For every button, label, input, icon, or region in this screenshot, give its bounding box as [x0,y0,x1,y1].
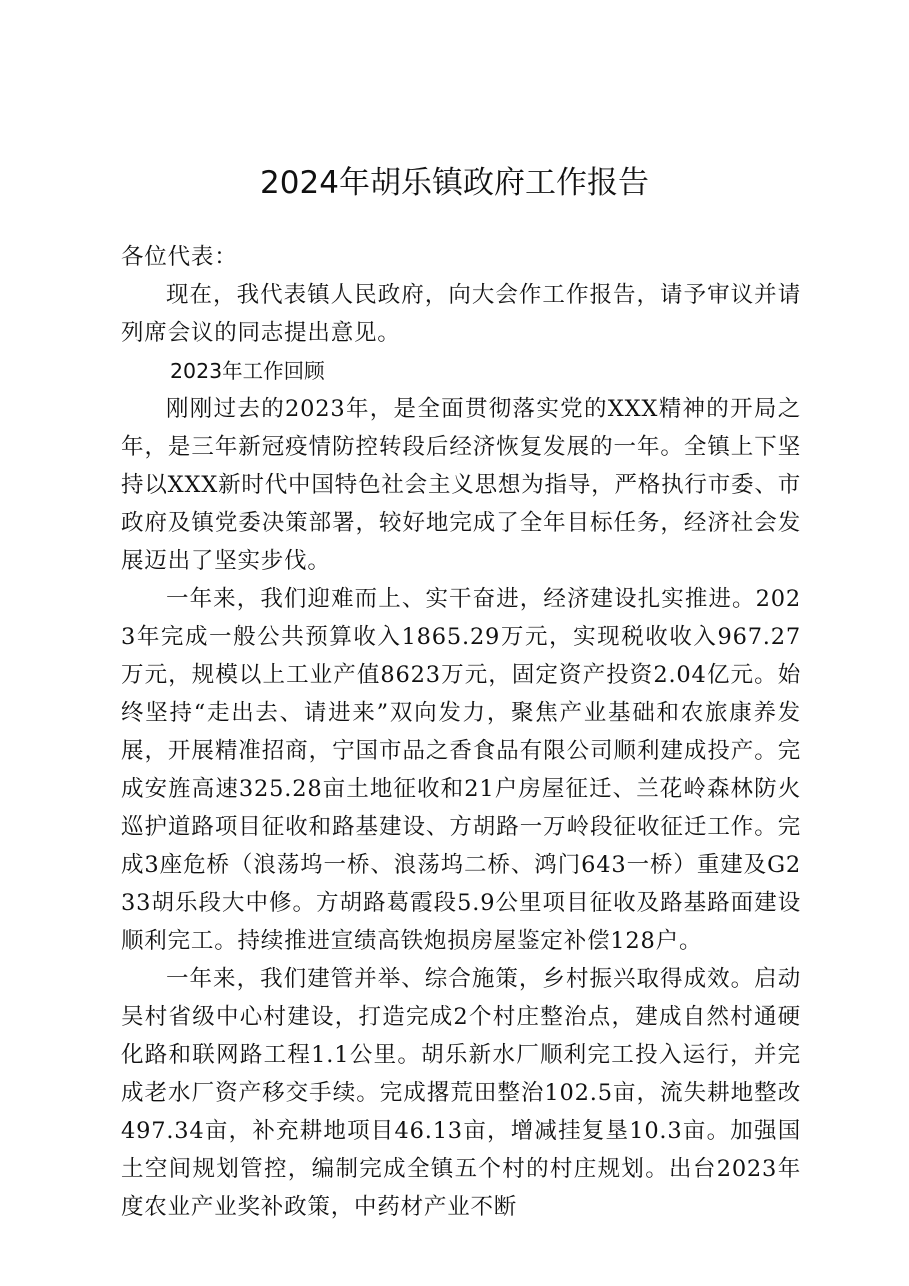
intro-paragraph: 现在，我代表镇人民政府，向大会作工作报告，请予审议并请列席会议的同志提出意见。 [121,282,801,346]
paragraph-review-overview: 刚刚过去的2023年，是全面贯彻落实党的XXX精神的开局之年，是三年新冠疫情防控转段后经济恢复发展的一年。全镇上下坚持以XXX新时代中国特色社会主义思想为指导，严格执行市委、市政府及镇党委决策部署，较好地完成了全年目标任务，经济社会发展迈出了坚实步伐。 [121,396,801,574]
paragraph-rural-revitalization: 一年来，我们建管并举、综合施策，乡村振兴取得成效。启动吴村省级中心村建设，打造完成2个村庄整治点，建成自然村通硬化路和联网路工程1.1公里。胡乐新水厂顺利完工投入运行，并完成老水厂资产移交手续。完成撂荒田整治102.5亩，流失耕地整改497.34亩，补充耕地项目46.13亩，增减挂复垦10.3亩。加强国土空间规划管控，编制完成全镇五个村的村庄规划。出台2023年度农业产业奖补政策，中药材产业不断 [121,966,801,1220]
section-heading: 2023年工作回顾 [170,359,325,383]
salutation: 各位代表： [121,244,238,270]
document-body [121,238,801,1226]
paragraph-economic-construction: 一年来，我们迎难而上、实干奋进，经济建设扎实推进。2023年完成一般公共预算收入1865.29万元，实现税收收入967.27万元，规模以上工业产值8623万元，固定资产投资2.04亿元。始终坚持“走出去、请进来”双向发力，聚焦产业基础和农旅康养发展，开展精准招商，宁国市品之香食品有限公司顺利建成投产。完成安旌高速325.28亩土地征收和21户房屋征迁、兰花岭森林防火巡护道路项目征收和路基建设、方胡路一万岭段征收征迁工作。完成3座危桥（浪荡坞一桥、浪荡坞二桥、鸿门643一桥）重建及G233胡乐段大中修。方胡路葛霞段5.9公里项目征收及路基路面建设顺利完工。持续推进宣绩高铁炮损房屋鉴定补偿128户。 [121,586,801,954]
document-title: 2024年胡乐镇政府工作报告 [260,165,649,201]
